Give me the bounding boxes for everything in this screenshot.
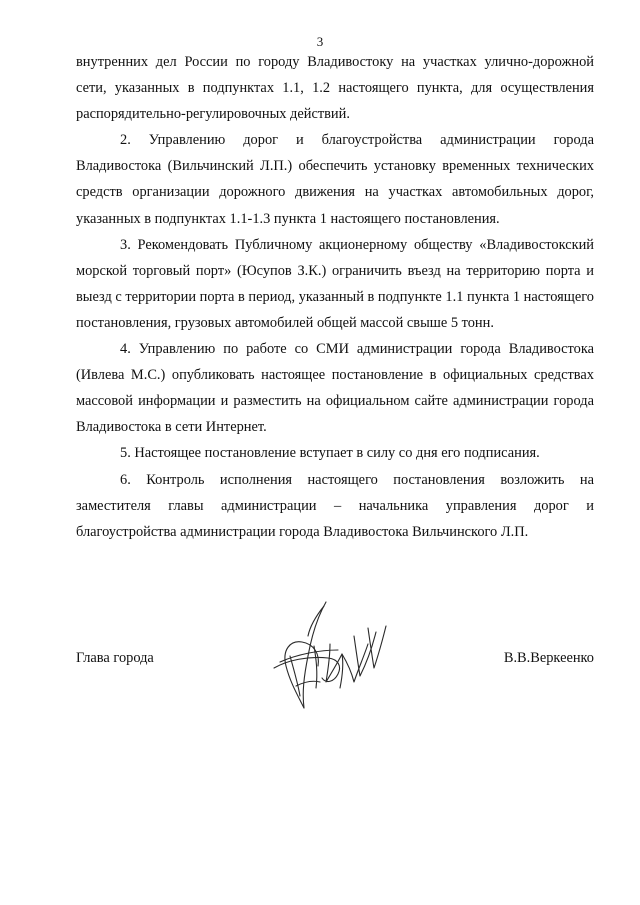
handwritten-signature <box>268 596 398 714</box>
paragraph-item-2: 2. Управлению дорог и благоустройства администрации города Владивостока (Вильчинский Л.П.) обеспечить установку временных технических средств организации дорожного движения на участках автомобильных дорог, указанных в подпунктах 1.1-1.3 пункта 1 настоящего постановления. <box>76 132 594 227</box>
paragraph-item-5: 5. Настоящее постановление вступает в силу со дня его подписания. <box>120 445 540 462</box>
document-body <box>76 49 594 545</box>
paragraph-item-4: 4. Управлению по работе со СМИ администрации города Владивостока (Ивлева М.С.) опубликовать настоящее постановление в официальных средствах массовой информации и разместить на официальном сайте администрации города Владивостока в сети Интернет. <box>76 341 594 436</box>
paragraph-continuation: внутренних дел России по городу Владивостоку на участках улично-дорожной сети, указанных в подпунктах 1.1, 1.2 настоящего пункта, для осуществления распорядительно-регулировочных действий. <box>76 54 594 123</box>
signatory-name: В.В.Веркеенко <box>503 650 594 666</box>
paragraph-item-6: 6. Контроль исполнения настоящего постановления возложить на заместителя главы администрации – начальника управления дорог и благоустройства администрации города Владивостока Вильчинского Л.П. <box>76 471 594 540</box>
signatory-title: Глава города <box>76 650 154 666</box>
page-number: 3 <box>316 34 324 49</box>
paragraph-item-3: 3. Рекомендовать Публичному акционерному обществу «Владивостокский морской торговый порт» (Юсупов З.К.) ограничить въезд на территорию порта и выезд с территории порта в период, указанный в подпункте 1.1 пункта 1 настоящего постановления, грузовых автомобилей общей массой свыше 5 тонн. <box>76 236 594 331</box>
